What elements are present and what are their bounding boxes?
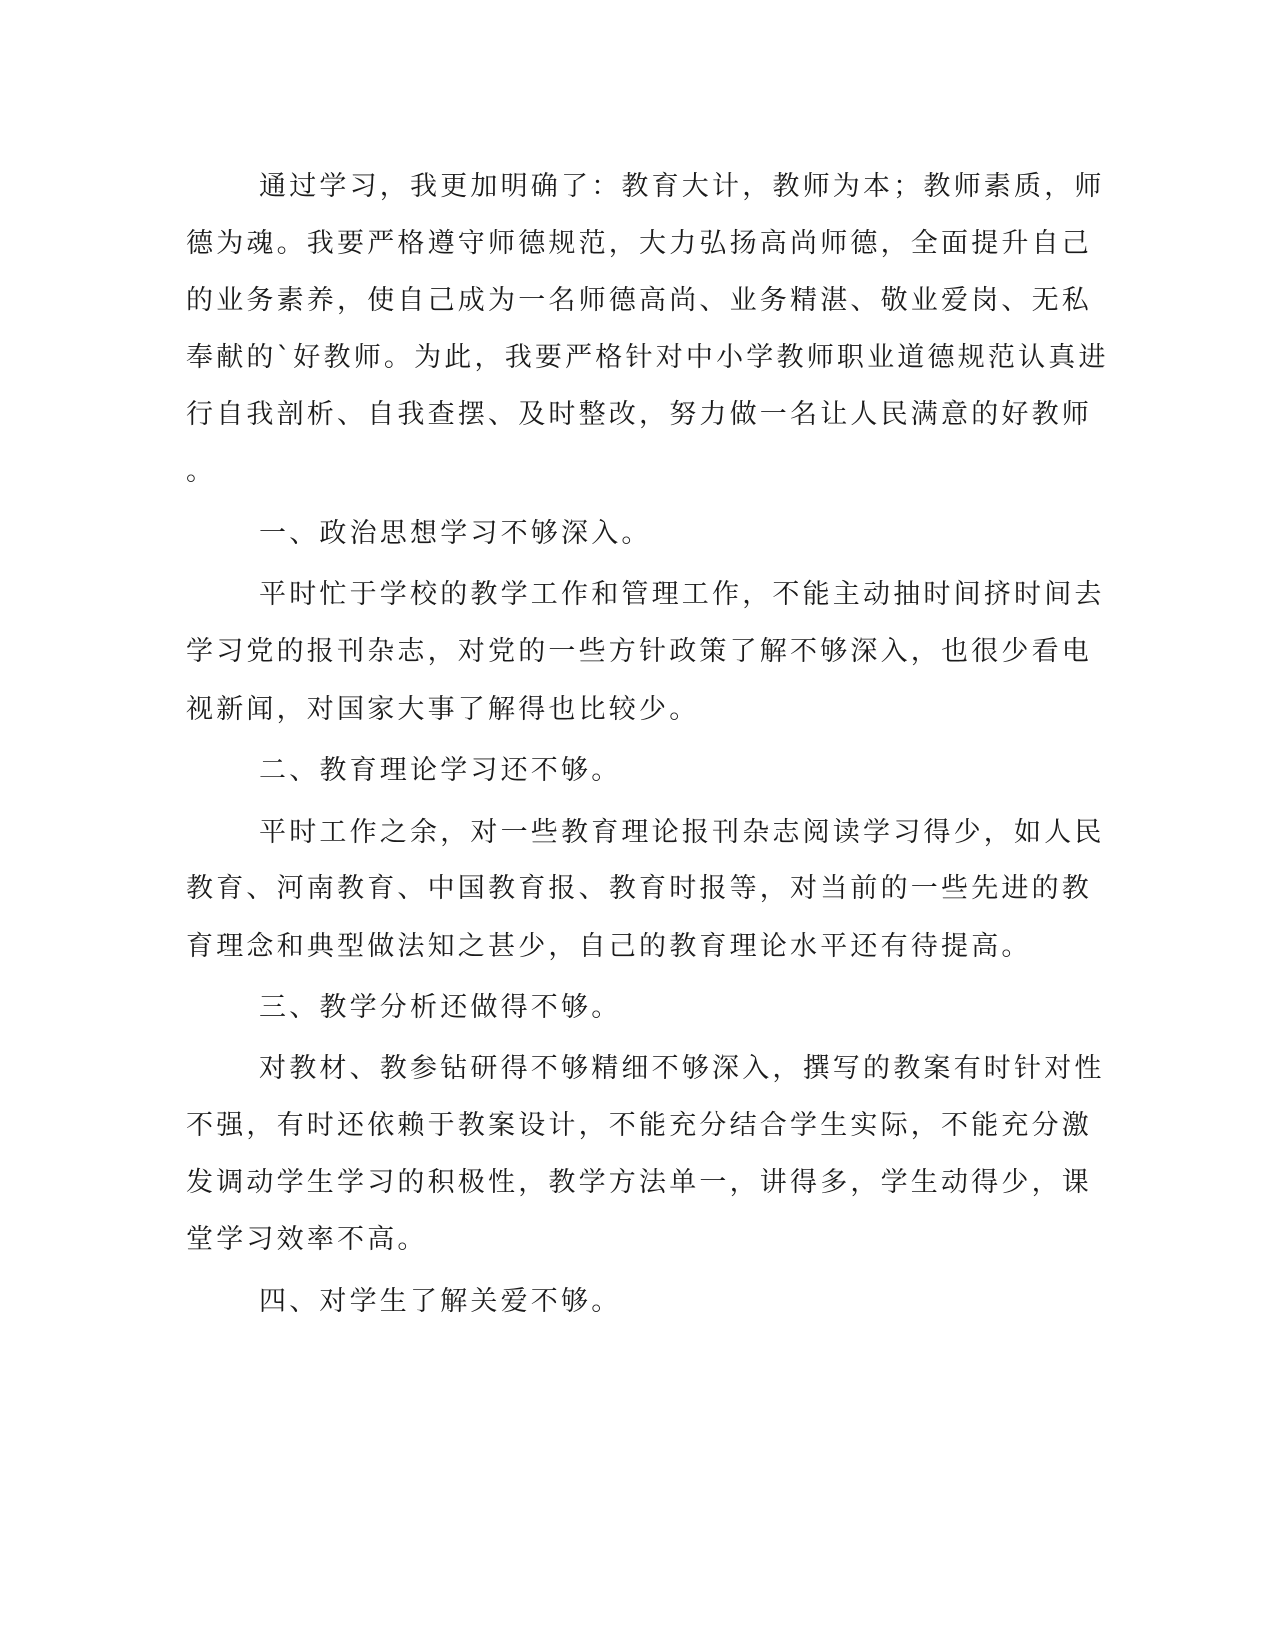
text-line: 的业务素养，使自己成为一名师德高尚、业务精湛、敬业爱岗、无私 xyxy=(186,285,1092,316)
section-heading: 二、教育理论学习还不够。 xyxy=(259,755,622,786)
text-line: 发调动学生学习的积极性，教学方法单一，讲得多，学生动得少，课 xyxy=(186,1167,1092,1198)
text-line: 视新闻，对国家大事了解得也比较少。 xyxy=(186,694,700,725)
text-line: 学习党的报刊杂志，对党的一些方针政策了解不够深入，也很少看电 xyxy=(186,636,1092,667)
text-line: 德为魂。我要严格遵守师德规范，大力弘扬高尚师德，全面提升自己 xyxy=(186,228,1092,259)
text-line: 育理念和典型做法知之甚少，自己的教育理论水平还有待提高。 xyxy=(186,931,1032,962)
text-line: 教育、河南教育、中国教育报、教育时报等，对当前的一些先进的教 xyxy=(186,873,1092,904)
text-line: 平时工作之余，对一些教育理论报刊杂志阅读学习得少，如人民 xyxy=(259,817,1105,848)
text-line: 行自我剖析、自我查摆、及时整改，努力做一名让人民满意的好教师 xyxy=(186,399,1092,430)
text-line: 对教材、教参钻研得不够精细不够深入，撰写的教案有时针对性 xyxy=(259,1053,1105,1084)
section-heading: 一、政治思想学习不够深入。 xyxy=(259,518,652,549)
text-line: 不强，有时还依赖于教案设计，不能充分结合学生实际，不能充分激 xyxy=(186,1110,1092,1141)
text-line: 堂学习效率不高。 xyxy=(186,1224,428,1255)
section-heading: 三、教学分析还做得不够。 xyxy=(259,992,622,1023)
text-line: 平时忙于学校的教学工作和管理工作，不能主动抽时间挤时间去 xyxy=(259,579,1105,610)
section-heading: 四、对学生了解关爱不够。 xyxy=(259,1286,622,1317)
text-line: 奉献的`好教师。为此，我要严格针对中小学教师职业道德规范认真进 xyxy=(186,342,1109,373)
text-line: 。 xyxy=(186,456,217,487)
text-line: 通过学习，我更加明确了：教育大计，教师为本；教师素质，师 xyxy=(259,171,1105,202)
